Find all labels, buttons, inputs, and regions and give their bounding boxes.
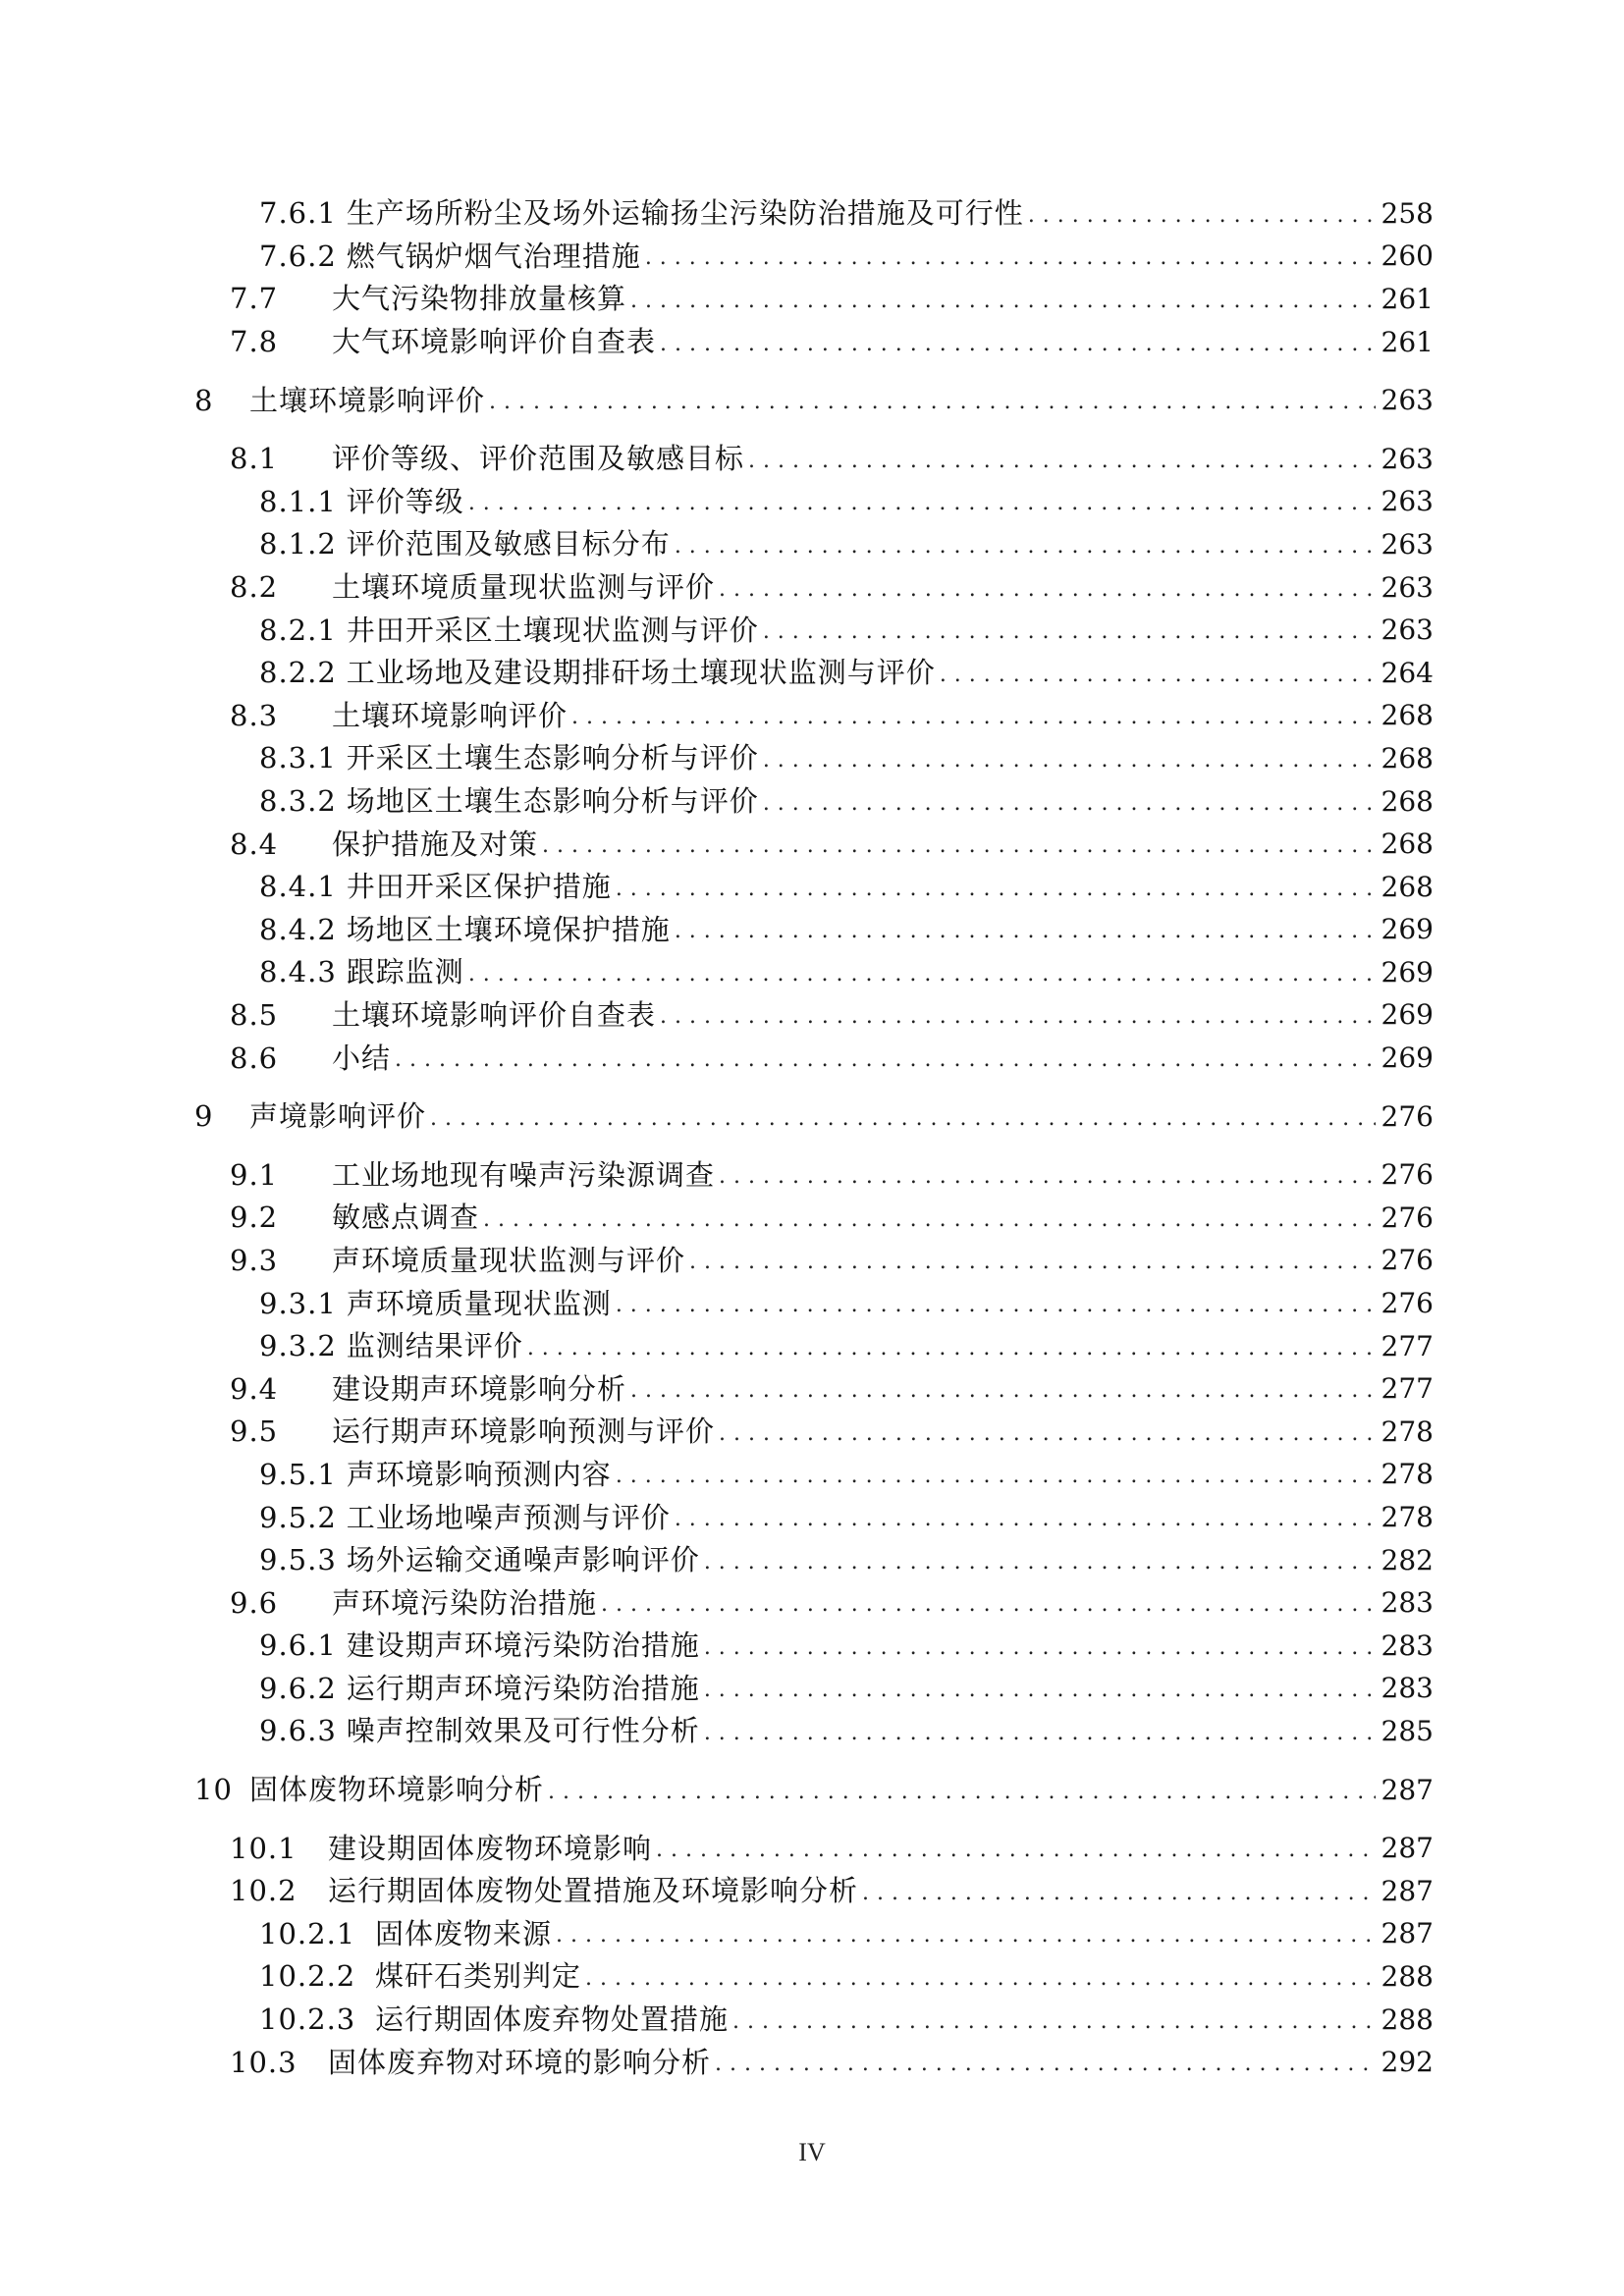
toc-entry-page: 268	[1380, 828, 1434, 861]
toc-entry[interactable]	[194, 321, 1434, 364]
toc-entry-title: 建设期声环境影响分析	[332, 1371, 627, 1406]
toc-entry-title: 固体废弃物对环境的影响分析	[328, 2045, 712, 2079]
toc-entry-page: 285	[1380, 1714, 1434, 1747]
toc-entry-page: 276	[1380, 1158, 1434, 1192]
toc-dot-leader	[704, 1717, 1376, 1746]
toc-dot-leader	[715, 2048, 1376, 2077]
toc-entry-page: 283	[1380, 1629, 1434, 1662]
toc-entry-number: 9.3.2	[259, 1329, 337, 1363]
toc-entry[interactable]	[194, 1581, 1434, 1625]
table-of-contents	[194, 192, 1434, 2084]
toc-entry-title: 工业场地及建设期排矸场土壤现状监测与评价	[346, 656, 936, 690]
toc-entry-page: 283	[1380, 1672, 1434, 1705]
toc-entry-page: 278	[1380, 1501, 1434, 1534]
toc-dot-leader	[704, 1546, 1376, 1575]
toc-entry[interactable]	[194, 1710, 1434, 1753]
toc-entry-page: 287	[1380, 1917, 1434, 1950]
toc-entry-number: 8.2	[230, 570, 279, 605]
toc-entry[interactable]	[194, 1153, 1434, 1197]
toc-dot-leader	[430, 1102, 1376, 1132]
toc-entry-number: 9.6.1	[259, 1629, 337, 1663]
toc-entry-title: 评价等级	[346, 484, 464, 518]
toc-entry-page: 263	[1380, 570, 1434, 604]
toc-dot-leader	[704, 1674, 1376, 1703]
toc-entry-number: 7.7	[230, 282, 279, 316]
toc-dot-leader	[689, 1246, 1376, 1275]
toc-entry[interactable]	[194, 566, 1434, 610]
toc-entry-page: 276	[1380, 1287, 1434, 1320]
toc-dot-leader	[395, 1043, 1376, 1073]
toc-entry-page: 263	[1380, 442, 1434, 475]
toc-entry-page: 268	[1380, 699, 1434, 732]
toc-entry-page: 287	[1380, 1773, 1434, 1806]
toc-entry-page: 278	[1380, 1458, 1434, 1491]
toc-entry-number: 8.1	[230, 442, 279, 476]
toc-dot-leader	[748, 445, 1376, 474]
toc-entry-title: 声环境质量现状监测与评价	[332, 1243, 686, 1277]
toc-entry-title: 大气污染物排放量核算	[332, 282, 627, 316]
toc-entry[interactable]	[194, 1197, 1434, 1240]
toc-dot-leader	[763, 615, 1376, 645]
toc-entry-page: 268	[1380, 741, 1434, 774]
toc-entry-page: 276	[1380, 1244, 1434, 1277]
toc-entry-title: 燃气锅炉烟气治理措施	[346, 239, 641, 273]
toc-entry-title: 土壤环境影响评价	[249, 383, 486, 417]
toc-entry-number: 9.5.2	[259, 1500, 337, 1534]
toc-dot-leader	[656, 1834, 1376, 1863]
toc-entry-page: 282	[1380, 1543, 1434, 1576]
toc-entry-title: 评价范围及敏感目标分布	[346, 527, 671, 561]
toc-entry-title: 井田开采区土壤现状监测与评价	[346, 613, 759, 647]
toc-entry[interactable]	[194, 994, 1434, 1038]
toc-dot-leader	[548, 1776, 1376, 1805]
toc-entry-number: 8.5	[230, 997, 279, 1032]
toc-entry-page: 278	[1380, 1415, 1434, 1448]
toc-dot-leader	[527, 1332, 1376, 1362]
toc-entry-page: 283	[1380, 1586, 1434, 1620]
toc-entry[interactable]	[194, 523, 1434, 566]
toc-entry-number: 7.6.1	[259, 196, 337, 231]
toc-entry-title: 建设期声环境污染防治措施	[346, 1629, 700, 1663]
toc-entry-title: 声环境质量现状监测	[346, 1286, 612, 1320]
toc-entry-number: 9.6.2	[259, 1671, 337, 1705]
toc-entry[interactable]	[194, 1325, 1434, 1368]
toc-entry-page: 269	[1380, 998, 1434, 1032]
toc-entry-title: 敏感点调查	[332, 1201, 480, 1235]
toc-entry[interactable]	[194, 1282, 1434, 1325]
toc-entry[interactable]	[194, 1625, 1434, 1668]
toc-entry-number: 9	[194, 1099, 214, 1134]
toc-entry-title: 运行期固体废物处置措施及环境影响分析	[328, 1874, 859, 1908]
toc-entry[interactable]	[194, 1913, 1434, 1956]
toc-entry-title: 工业场地现有噪声污染源调查	[332, 1157, 716, 1192]
toc-entry-title: 场地区土壤环境保护措施	[346, 912, 671, 946]
toc-entry-title: 土壤环境影响评价自查表	[332, 997, 657, 1032]
toc-entry-title: 井田开采区保护措施	[346, 870, 612, 904]
toc-entry-number: 10.2.2	[259, 1959, 356, 1994]
toc-entry[interactable]	[194, 1411, 1434, 1454]
toc-entry-page: 261	[1380, 282, 1434, 315]
toc-entry[interactable]	[194, 379, 1434, 422]
toc-entry-page: 263	[1380, 384, 1434, 417]
toc-entry-number: 9.5.1	[259, 1457, 337, 1491]
toc-entry-title: 监测结果评价	[346, 1329, 523, 1363]
toc-entry-number: 8.3.2	[259, 784, 337, 819]
toc-dot-leader	[616, 1460, 1376, 1489]
toc-entry-number: 8.4.1	[259, 870, 337, 904]
toc-entry[interactable]	[194, 609, 1434, 652]
toc-entry[interactable]	[194, 1999, 1434, 2042]
toc-entry-number: 8.4.2	[259, 912, 337, 946]
toc-dot-leader	[719, 573, 1376, 603]
toc-dot-leader	[862, 1877, 1376, 1906]
toc-entry[interactable]	[194, 652, 1434, 695]
toc-entry[interactable]	[194, 1827, 1434, 1870]
toc-dot-leader	[763, 744, 1376, 774]
toc-entry-page: 287	[1380, 1832, 1434, 1865]
toc-entry[interactable]	[194, 951, 1434, 994]
toc-entry-title: 生产场所粉尘及场外运输扬尘污染防治措施及可行性	[346, 196, 1024, 231]
toc-dot-leader	[571, 701, 1376, 730]
toc-entry-page: 268	[1380, 784, 1434, 818]
toc-entry[interactable]	[194, 737, 1434, 780]
toc-entry-title: 煤矸石类别判定	[375, 1959, 582, 1994]
toc-entry-number: 10.3	[230, 2045, 298, 2079]
toc-entry-title: 跟踪监测	[346, 955, 464, 989]
toc-entry[interactable]	[194, 1955, 1434, 1999]
toc-entry-number: 9.6.3	[259, 1714, 337, 1748]
toc-entry-title: 工业场地噪声预测与评价	[346, 1500, 671, 1534]
toc-entry-number: 9.3.1	[259, 1286, 337, 1320]
toc-entry-page: 288	[1380, 1959, 1434, 1993]
toc-entry-page: 263	[1380, 485, 1434, 518]
toc-entry-title: 运行期固体废弃物处置措施	[375, 2002, 730, 2037]
toc-entry-number: 8	[194, 383, 214, 417]
toc-entry-number: 8.4.3	[259, 955, 337, 989]
toc-dot-leader	[468, 487, 1376, 516]
toc-dot-leader	[556, 1919, 1376, 1949]
toc-entry[interactable]	[194, 438, 1434, 481]
toc-dot-leader	[660, 1000, 1376, 1030]
toc-dot-leader	[468, 958, 1376, 988]
toc-entry-title: 声环境污染防治措施	[332, 1585, 598, 1620]
toc-entry-title: 场外运输交通噪声影响评价	[346, 1543, 700, 1577]
toc-entry[interactable]	[194, 1539, 1434, 1582]
toc-entry-number: 10.2	[230, 1874, 298, 1908]
toc-entry-title: 噪声控制效果及可行性分析	[346, 1714, 700, 1748]
toc-entry[interactable]	[194, 278, 1434, 321]
toc-entry-number: 9.2	[230, 1201, 279, 1235]
toc-entry-page: 263	[1380, 527, 1434, 561]
toc-dot-leader	[630, 285, 1376, 314]
toc-entry-number: 7.6.2	[259, 239, 337, 273]
toc-entry-number: 8.4	[230, 827, 279, 861]
page-number-footer: IV	[798, 2138, 826, 2166]
toc-entry-title: 固体废物环境影响分析	[249, 1773, 545, 1807]
toc-entry[interactable]	[194, 1240, 1434, 1283]
toc-entry-page: 277	[1380, 1372, 1434, 1406]
toc-entry-page: 263	[1380, 614, 1434, 647]
toc-entry-title: 大气环境影响评价自查表	[332, 325, 657, 359]
toc-dot-leader	[542, 829, 1376, 859]
toc-entry-title: 建设期固体废物环境影响	[328, 1831, 653, 1865]
toc-entry-page: 277	[1380, 1329, 1434, 1362]
toc-entry[interactable]	[194, 1095, 1434, 1139]
toc-entry-page: 268	[1380, 870, 1434, 903]
toc-entry-title: 场地区土壤生态影响分析与评价	[346, 784, 759, 819]
toc-entry-title: 土壤环境影响评价	[332, 698, 568, 732]
toc-dot-leader	[489, 386, 1376, 415]
toc-dot-leader	[483, 1203, 1376, 1233]
toc-entry-title: 声环境影响预测内容	[346, 1457, 612, 1491]
toc-entry-number: 10.2.1	[259, 1916, 356, 1950]
toc-entry-title: 开采区土壤生态影响分析与评价	[346, 741, 759, 775]
toc-entry-number: 9.6	[230, 1585, 279, 1620]
toc-entry[interactable]	[194, 236, 1434, 279]
toc-entry-page: 269	[1380, 1041, 1434, 1075]
toc-dot-leader	[660, 328, 1376, 357]
toc-entry-title: 运行期声环境影响预测与评价	[332, 1415, 716, 1449]
toc-entry-title: 小结	[332, 1041, 392, 1075]
toc-entry-title: 声境影响评价	[249, 1099, 427, 1134]
toc-entry-number: 8.2.2	[259, 656, 337, 690]
toc-dot-leader	[675, 1503, 1376, 1532]
toc-entry[interactable]	[194, 823, 1434, 866]
toc-dot-leader	[630, 1374, 1376, 1404]
toc-entry[interactable]	[194, 1454, 1434, 1497]
toc-entry[interactable]	[194, 1037, 1434, 1080]
toc-entry-number: 9.5	[230, 1415, 279, 1449]
toc-entry-number: 8.1.2	[259, 527, 337, 561]
toc-entry[interactable]	[194, 1870, 1434, 1913]
toc-entry[interactable]	[194, 1367, 1434, 1411]
toc-entry-title: 保护措施及对策	[332, 827, 539, 861]
toc-entry[interactable]	[194, 1496, 1434, 1539]
toc-entry[interactable]	[194, 909, 1434, 952]
toc-dot-leader	[940, 659, 1376, 688]
toc-entry-number: 10	[194, 1773, 233, 1807]
toc-entry[interactable]	[194, 2041, 1434, 2084]
toc-dot-leader	[585, 1962, 1376, 1992]
toc-entry-page: 276	[1380, 1201, 1434, 1234]
toc-entry-title: 固体废物来源	[375, 1916, 553, 1950]
toc-entry-page: 292	[1380, 2046, 1434, 2079]
toc-entry[interactable]	[194, 780, 1434, 824]
toc-entry-number: 8.6	[230, 1041, 279, 1075]
toc-dot-leader	[1028, 199, 1376, 229]
toc-entry-page: 261	[1380, 325, 1434, 358]
toc-dot-leader	[719, 1417, 1376, 1447]
toc-entry-page: 288	[1380, 2002, 1434, 2036]
toc-entry-number: 9.4	[230, 1371, 279, 1406]
toc-entry-number: 10.2.3	[259, 2002, 356, 2037]
toc-dot-leader	[616, 1289, 1376, 1318]
toc-entry-number: 9.5.3	[259, 1543, 337, 1577]
toc-entry[interactable]	[194, 192, 1434, 236]
toc-entry[interactable]	[194, 481, 1434, 524]
toc-entry-page: 287	[1380, 1874, 1434, 1907]
toc-entry-number: 7.8	[230, 325, 279, 359]
toc-entry-number: 8.1.1	[259, 484, 337, 518]
toc-dot-leader	[645, 241, 1376, 271]
toc-entry[interactable]	[194, 1668, 1434, 1711]
toc-entry-page: 260	[1380, 240, 1434, 273]
toc-entry-title: 土壤环境质量现状监测与评价	[332, 570, 716, 605]
toc-entry-page: 264	[1380, 656, 1434, 689]
toc-entry[interactable]	[194, 866, 1434, 909]
toc-entry[interactable]	[194, 1769, 1434, 1812]
toc-entry-number: 10.1	[230, 1831, 298, 1865]
toc-entry-number: 9.3	[230, 1243, 279, 1277]
toc-entry-number: 8.3	[230, 698, 279, 732]
toc-entry-title: 评价等级、评价范围及敏感目标	[332, 442, 745, 476]
toc-dot-leader	[763, 787, 1376, 817]
toc-entry-page: 269	[1380, 913, 1434, 946]
toc-entry-page: 258	[1380, 196, 1434, 230]
toc-entry[interactable]	[194, 695, 1434, 738]
toc-dot-leader	[719, 1160, 1376, 1190]
toc-entry-number: 8.2.1	[259, 613, 337, 647]
toc-entry-number: 9.1	[230, 1157, 279, 1192]
toc-dot-leader	[675, 915, 1376, 944]
toc-entry-page: 276	[1380, 1099, 1434, 1133]
toc-entry-title: 运行期声环境污染防治措施	[346, 1671, 700, 1705]
toc-dot-leader	[616, 873, 1376, 902]
toc-entry-page: 269	[1380, 955, 1434, 988]
toc-dot-leader	[704, 1631, 1376, 1661]
toc-dot-leader	[675, 530, 1376, 560]
toc-dot-leader	[601, 1588, 1376, 1618]
toc-dot-leader	[732, 2005, 1376, 2035]
toc-entry-number: 8.3.1	[259, 741, 337, 775]
